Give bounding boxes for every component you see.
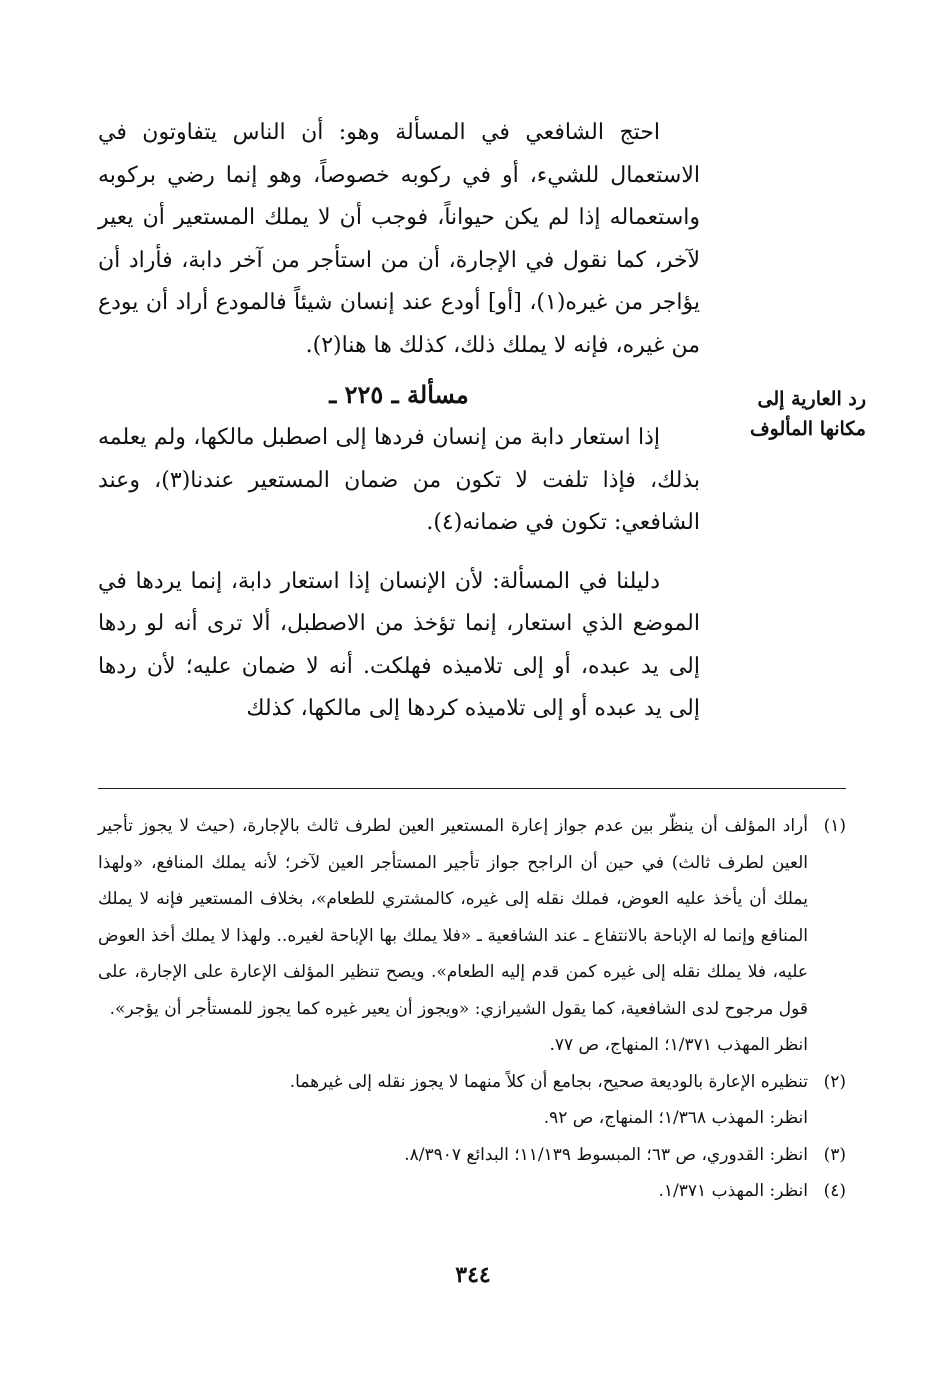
footnote-number: (١): [823, 816, 846, 836]
page-number: ٣٤٤: [455, 1262, 491, 1288]
footnote-number: (٣): [823, 1144, 846, 1165]
footnote-text: تنظيره الإعارة بالوديعة صحيح، بجامع أن كلاً منهما لا يجوز نقله إلى غيرهما.: [289, 1071, 808, 1092]
paragraph-issue-statement: إذا استعار دابة من إنسان فردها إلى اصطبل مالكها، ولم يعلمه بذلك، فإذا تلفت لا تكون من ضمان المستعير عندنا(٣)، وعند الشافعي: تكون في ضمانه(٤).: [98, 425, 700, 535]
footnote-number: (٢): [823, 1071, 846, 1092]
issue-heading-text: مسألة ـ ٢٢٥ ـ: [329, 380, 469, 409]
footnotes: [98, 808, 846, 1210]
footnote-4: [98, 1173, 846, 1210]
footnote-reference: انظر: القدوري، ص ٦٣؛ المبسوط ١١/١٣٩؛ البدائع ٨/٣٩٠٧.: [404, 1144, 808, 1165]
footnote-1: [98, 808, 846, 1064]
paragraph-evidence: دليلنا في المسألة: لأن الإنسان إذا استعار دابة، إنما يردها في الموضع الذي استعار، إنما تؤخذ من الاصطبل، ألا ترى أنه لو ردها إلى يد عبده، أو إلى تلاميذه فهلكت. أنه لا ضمان عليه؛ لأن ردها إلى يد عبده أو إلى تلاميذه كردها إلى مالكها، كذلك: [98, 568, 700, 721]
footnote-reference: انظر: المهذب ١/٣٧١.: [658, 1181, 808, 1201]
footnote-separator: [98, 788, 846, 789]
footnote-reference: انظر المهذب ١/٣٧١؛ المنهاج، ص ٧٧.: [549, 1035, 808, 1055]
footnote-text: أراد المؤلف أن ينظّر بين عدم جواز إعارة المستعير العين لطرف ثالث بالإجارة، (حيث لا يجوز تأجير العين لطرف ثالث) في حين أن الراجح جواز تأجير المستأجر العين لآخر؛ لأنه يملك المنافع، «ولهذا يملك أن يأخذ عليه العوض، فملك نقله إلى غيره، كالمشتري للطعام»، بخلاف المستعير فإنه لا يملك المنافع وإنما له الإباحة بالانتفاع ـ عند الشافعية ـ «فلا يملك بها الإباحة لغيره.. ولهذا لا يملك أخذ العوض عليه، فلا يملك نقله إلى غيره كمن قدم إليه الطعام». ويصح تنظير المؤلف الإعارة على الإجارة، على قول مرجوح لدى الشافعية، كما يقول الشيرازي: «ويجوز أن يعير غيره كما يجوز للمستأجر أن يؤجر».: [98, 816, 808, 1019]
footnote-2: [98, 1064, 846, 1137]
footnote-number: (٤): [823, 1181, 846, 1201]
issue-heading: [98, 377, 700, 413]
main-text-column: [98, 112, 700, 731]
margin-note: رد العارية إلى مكانها المألوف: [749, 388, 866, 440]
footnote-reference: انظر: المهذب ١/٣٦٨؛ المنهاج، ص ٩٢.: [543, 1108, 808, 1128]
paragraph-shafii-argument: احتج الشافعي في المسألة وهو: أن الناس يتفاوتون في الاستعمال للشيء، أو في ركوبه خصوصاً، وهو إنما رضي بركوبه واستعماله إذا لم يكن حيواناً، فوجب أن لا يملك المستعير أن يعير لآخر، كما نقول في الإجارة، أن من استأجر من آخر دابة، فأراد أن يؤاجر من غيره(١)، [أو] أودع عند إنسان شيئاً فالمودع أراد أن يودع من غيره، فإنه لا يملك ذلك، كذلك ها هنا(٢).: [98, 120, 701, 358]
footnote-3: [98, 1137, 846, 1174]
